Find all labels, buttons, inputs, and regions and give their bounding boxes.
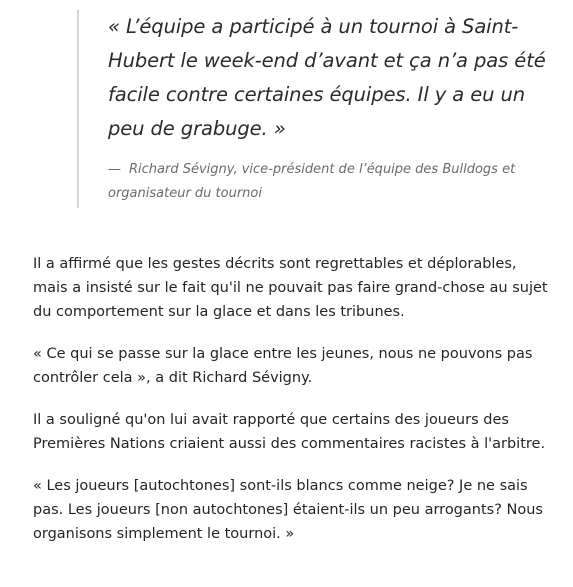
attribution-text: Richard Sévigny, vice-président de l’équipe des Bulldogs et organisateur du tournoi (108, 162, 516, 201)
pull-quote-text: « L’équipe a participé à un tournoi à Saint-Hubert le week-end d’avant et ça n’a pas été facile contre certaines équipes. Il y a eu un peu de grabuge. » (108, 15, 546, 140)
pull-quote-attribution (108, 158, 547, 206)
attribution-dash: — (108, 162, 121, 177)
article-paragraph: Il a affirmé que les gestes décrits sont regrettables et déplorables, mais a insisté sur le fait qu'il ne pouvait pas faire grand-chose au sujet du comportement sur la glace et dans les tribunes. (33, 256, 548, 320)
article-paragraph: « Ce qui se passe sur la glace entre les jeunes, nous ne pouvons pas contrôler cela », a dit Richard Sévigny. (33, 346, 533, 386)
article-paragraph: « Les joueurs [autochtones] sont-ils blancs comme neige? Je ne sais pas. Les joueurs [non autochtones] étaient-ils un peu arrogants? Nous organisons simplement le tournoi. » (33, 478, 543, 542)
article-body (33, 252, 553, 564)
pull-quote (77, 10, 547, 208)
article-paragraph: Il a souligné qu'on lui avait rapporté que certains des joueurs des Premières Nations criaient aussi des commentaires racistes à l'arbitre. (33, 412, 546, 452)
